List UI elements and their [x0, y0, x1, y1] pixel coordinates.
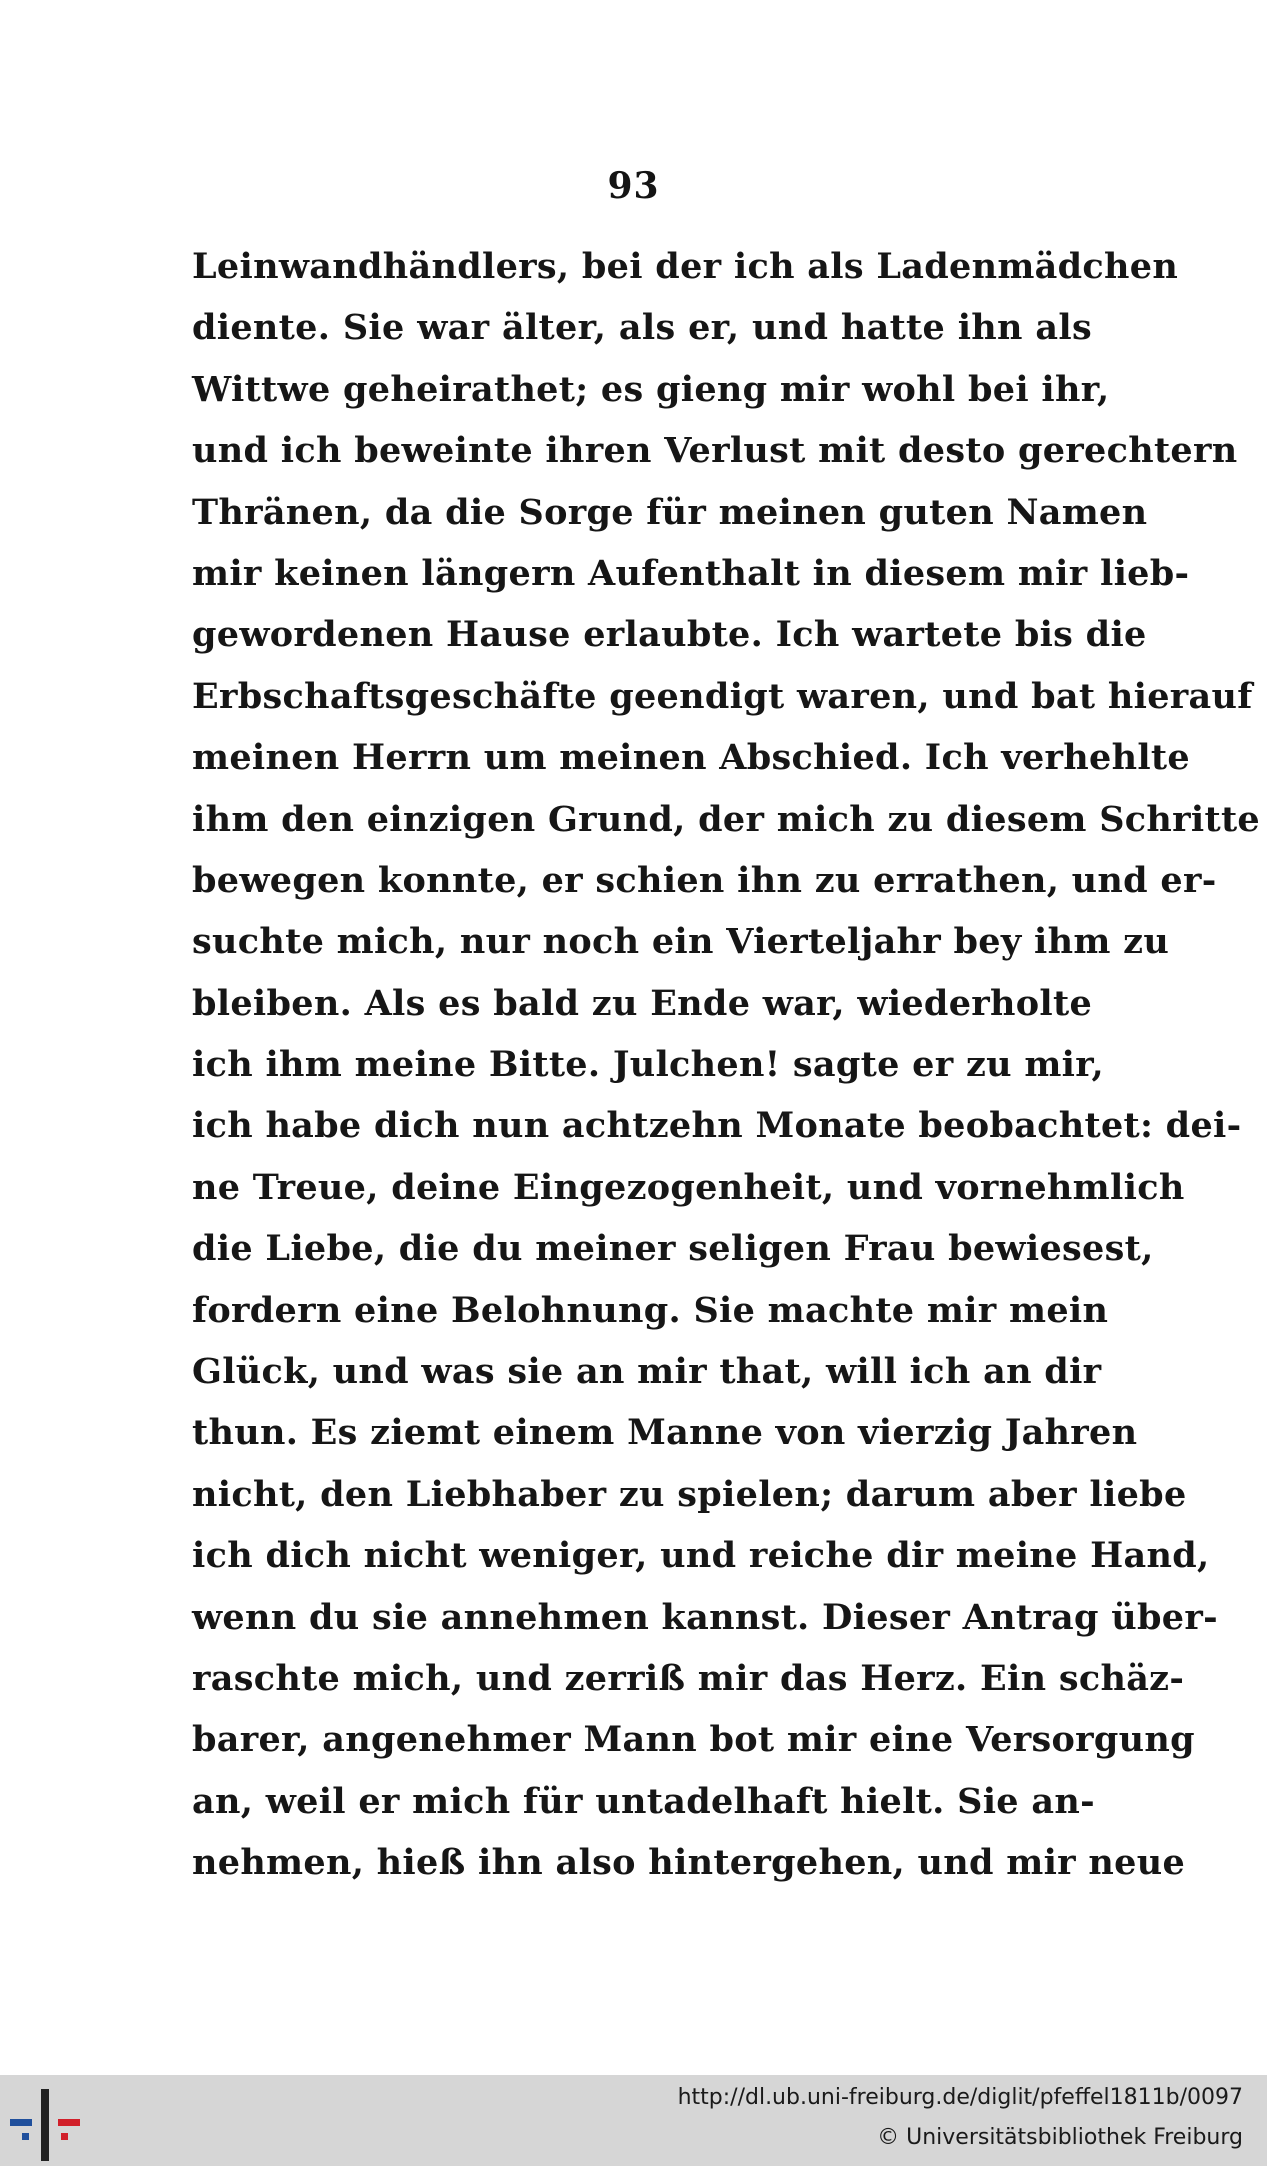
text-line: an, weil er mich für untadelhaft hielt. Sie an-	[192, 1780, 1095, 1822]
footer-bar	[0, 2075, 1267, 2166]
text-line: ich dich nicht weniger, und reiche dir meine Hand,	[192, 1535, 1210, 1577]
text-line: bleiben. Als es bald zu Ende war, wiederholte	[192, 982, 1093, 1024]
text-line: barer, angenehmer Mann bot mir eine Versorgung	[192, 1719, 1195, 1761]
text-line: ich habe dich nun achtzehn Monate beobachtet: dei-	[192, 1105, 1242, 1147]
text-line: mir keinen längern Aufenthalt in diesem mir lieb-	[192, 552, 1190, 594]
text-line: nicht, den Liebhaber zu spielen; darum aber liebe	[192, 1473, 1187, 1515]
text-line: ihm den einzigen Grund, der mich zu diesem Schritte	[192, 798, 1260, 840]
text-line: fordern eine Belohnung. Sie machte mir mein	[192, 1289, 1109, 1331]
text-line: Thränen, da die Sorge für meinen guten Namen	[192, 491, 1148, 533]
page-number: 93	[607, 165, 660, 207]
text-line: Erbschaftsgeschäfte geendigt waren, und bat hierauf	[192, 675, 1253, 717]
text-line: ich ihm meine Bitte. Julchen! sagte er zu mir,	[192, 1044, 1104, 1086]
text-line: Wittwe geheirathet; es gieng mir wohl bei ihr,	[192, 368, 1110, 410]
page-text-block	[192, 236, 1260, 1894]
text-line: raschte mich, und zerriß mir das Herz. Ein schäz-	[192, 1657, 1185, 1699]
text-line: thun. Es ziemt einem Manne von vierzig Jahren	[192, 1412, 1138, 1454]
text-line: ne Treue, deine Eingezogenheit, und vornehmlich	[192, 1166, 1185, 1208]
text-line: Leinwandhändlers, bei der ich als Ladenmädchen	[192, 246, 1179, 287]
text-line: und ich beweinte ihren Verlust mit desto gerechtern	[192, 430, 1238, 472]
text-line: meinen Herrn um meinen Abschied. Ich verhehlte	[192, 737, 1190, 779]
ub-freiburg-logo-icon[interactable]	[10, 2089, 80, 2161]
text-line: die Liebe, die du meiner seligen Frau bewiesest,	[192, 1228, 1154, 1270]
text-line: gewordenen Hause erlaubte. Ich wartete bis die	[192, 614, 1147, 656]
copyright-notice: © Universitätsbibliothek Freiburg	[877, 2125, 1243, 2150]
text-line: nehmen, hieß ihn also hintergehen, und mir neue	[192, 1842, 1186, 1884]
document-url-link[interactable]: http://dl.ub.uni-freiburg.de/diglit/pfeffel1811b/0097	[677, 2085, 1243, 2110]
text-line: diente. Sie war älter, als er, und hatte ihn als	[192, 307, 1092, 349]
text-line: suchte mich, nur noch ein Vierteljahr bey ihm zu	[192, 921, 1170, 963]
text-line: bewegen konnte, er schien ihn zu errathen, und er-	[192, 859, 1217, 901]
text-line: Glück, und was sie an mir that, will ich an dir	[192, 1351, 1102, 1393]
text-line: wenn du sie annehmen kannst. Dieser Antrag über-	[192, 1596, 1218, 1638]
